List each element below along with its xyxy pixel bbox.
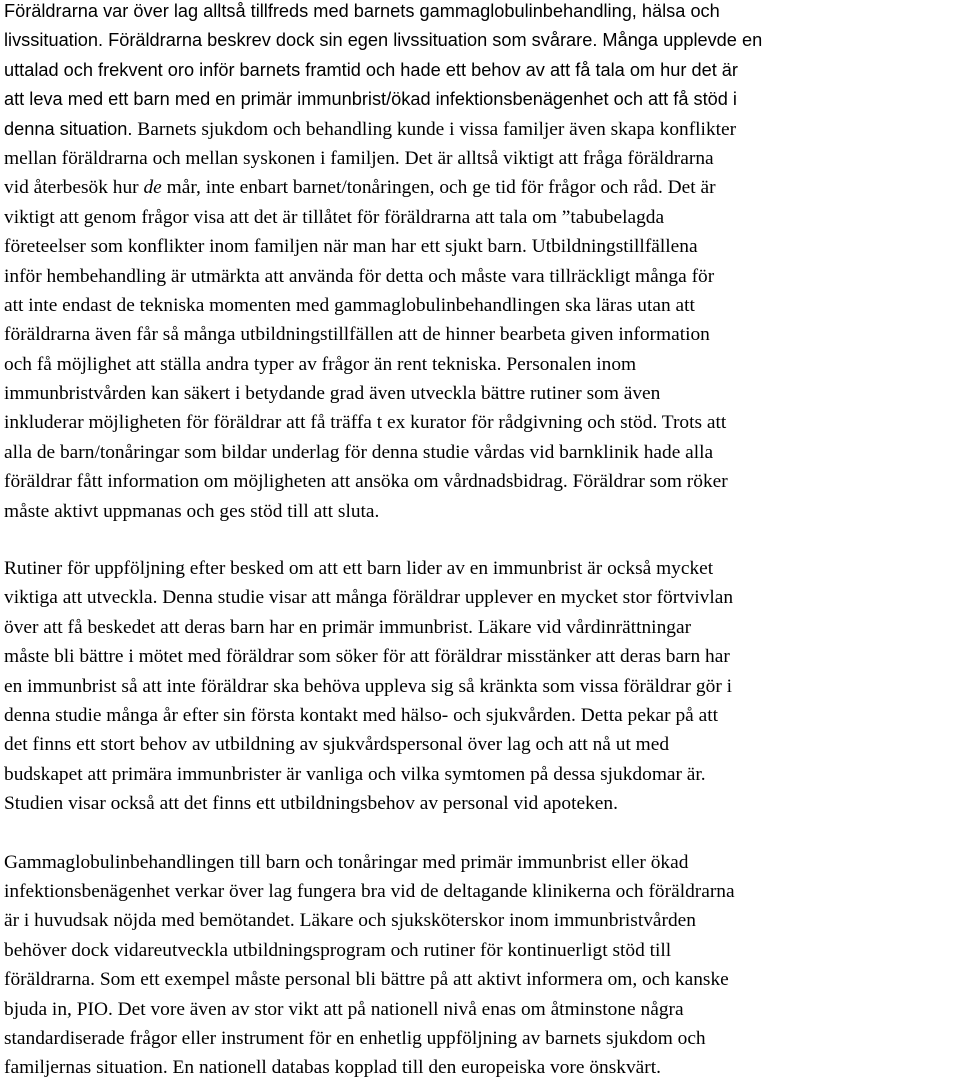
text-line: behöver dock vidareutveckla utbildningsprogram och rutiner för kontinuerligt stöd till bbox=[4, 939, 672, 961]
text-line: standardiserade frågor eller instrument för en enhetlig uppföljning av barnets sjukdom och bbox=[4, 1027, 706, 1049]
text-line: infektionsbenägenhet verkar över lag fungera bra vid de deltagande klinikerna och föräldrarna bbox=[4, 880, 735, 902]
document-page bbox=[4, 0, 956, 1083]
text-line: inkluderar möjligheten för föräldrar att få träffa t ex kurator för rådgivning och stöd. Trots att bbox=[4, 412, 727, 434]
text-line: en immunbrist så att inte föräldrar ska behöva uppleva sig så kränkta som vissa föräldrar gör i bbox=[4, 675, 733, 697]
text-line: över att få beskedet att deras barn har en primär immunbrist. Läkare vid vårdinrättningar bbox=[4, 616, 692, 638]
text-line: att leva med ett barn med en primär immunbrist/ökad infektionsbenägenhet och att få stöd i bbox=[4, 89, 737, 110]
text-fragment: mår, inte enbart barnet/tonåringen, och ge tid för frågor och råd. Det är bbox=[161, 177, 716, 199]
text-line: alla de barn/tonåringar som bildar underlag för denna studie vårdas vid barnklinik hade alla bbox=[4, 441, 714, 463]
text-line: det finns ett stort behov av utbildning av sjukvårdspersonal över lag och att nå ut med bbox=[4, 734, 670, 756]
text-line: familjernas situation. En nationell databas kopplad till den europeiska vore önskvärt. bbox=[4, 1057, 661, 1079]
text-line: Studien visar också att det finns ett utbildningsbehov av personal vid apoteken. bbox=[4, 793, 618, 815]
text-line: viktigt att genom frågor visa att det är tillåtet för föräldrarna att tala om ”tabubelagda bbox=[4, 206, 665, 228]
paragraph-2 bbox=[4, 554, 956, 819]
text-fragment: denna situation. bbox=[4, 118, 133, 139]
text-line: denna studie många år efter sin första kontakt med hälso- och sjukvården. Detta pekar på att bbox=[4, 704, 718, 726]
paragraph-3 bbox=[4, 848, 956, 1083]
text-line: budskapet att primära immunbrister är vanliga och vilka symtomen på dessa sjukdomar är. bbox=[4, 763, 706, 785]
text-line bbox=[4, 115, 956, 144]
text-line: Föräldrarna var över lag alltså tillfreds med barnets gammaglobulinbehandling, hälsa och bbox=[4, 1, 720, 21]
text-line: föräldrarna. Som ett exempel måste personal bli bättre på att aktivt informera om, och kanske bbox=[4, 969, 729, 991]
text-line: måste aktivt uppmanas och ges stöd till att sluta. bbox=[4, 500, 380, 522]
text-line: är i huvudsak nöjda med bemötandet. Läkare och sjuksköterskor inom immunbristvården bbox=[4, 910, 696, 932]
paragraph-1 bbox=[4, 0, 956, 526]
text-line: Rutiner för uppföljning efter besked om att ett barn lider av en immunbrist är också mycket bbox=[4, 558, 714, 580]
text-fragment: vid återbesök hur bbox=[4, 177, 144, 199]
text-line: immunbristvården kan säkert i betydande grad även utveckla bättre rutiner som även bbox=[4, 383, 661, 405]
text-line: viktiga att utveckla. Denna studie visar att många föräldrar upplever en mycket stor förtvivlan bbox=[4, 587, 734, 609]
text-line: mellan föräldrarna och mellan syskonen i familjen. Det är alltså viktigt att fråga föräldrarna bbox=[4, 147, 714, 169]
text-line: livssituation. Föräldrarna beskrev dock sin egen livssituation som svårare. Många upplevde en bbox=[4, 30, 763, 51]
text-line: och få möjlighet att ställa andra typer av frågor än rent tekniska. Personalen inom bbox=[4, 353, 637, 375]
text-line: att inte endast de tekniska momenten med gammaglobulinbehandlingen ska läras utan att bbox=[4, 294, 695, 316]
text-line: bjuda in, PIO. Det vore även av stor vikt att på nationell nivå enas om åtminstone några bbox=[4, 998, 684, 1020]
text-line bbox=[4, 173, 956, 202]
text-line: uttalad och frekvent oro inför barnets framtid och hade ett behov av att få tala om hur det är bbox=[4, 59, 738, 80]
text-line: föräldrarna även får så många utbildningstillfällen att de hinner bearbeta given information bbox=[4, 324, 710, 346]
paragraph-gap bbox=[4, 819, 956, 848]
text-line: företeelser som konflikter inom familjen när man har ett sjukt barn. Utbildningstillfällena bbox=[4, 236, 698, 258]
text-line: inför hembehandling är utmärkta att använda för detta och måste vara tillräckligt många för bbox=[4, 265, 715, 287]
text-line: måste bli bättre i mötet med föräldrar som söker för att föräldrar misstänker att deras barn har bbox=[4, 646, 730, 668]
text-line: Gammaglobulinbehandlingen till barn och tonåringar med primär immunbrist eller ökad bbox=[4, 851, 689, 873]
emphasis-text: de bbox=[143, 177, 162, 199]
paragraph-gap bbox=[4, 526, 956, 554]
text-line: föräldrar fått information om möjligheten att ansöka om vårdnadsbidrag. Föräldrar som röker bbox=[4, 471, 728, 493]
text-fragment: Barnets sjukdom och behandling kunde i vissa familjer även skapa konflikter bbox=[132, 118, 737, 140]
